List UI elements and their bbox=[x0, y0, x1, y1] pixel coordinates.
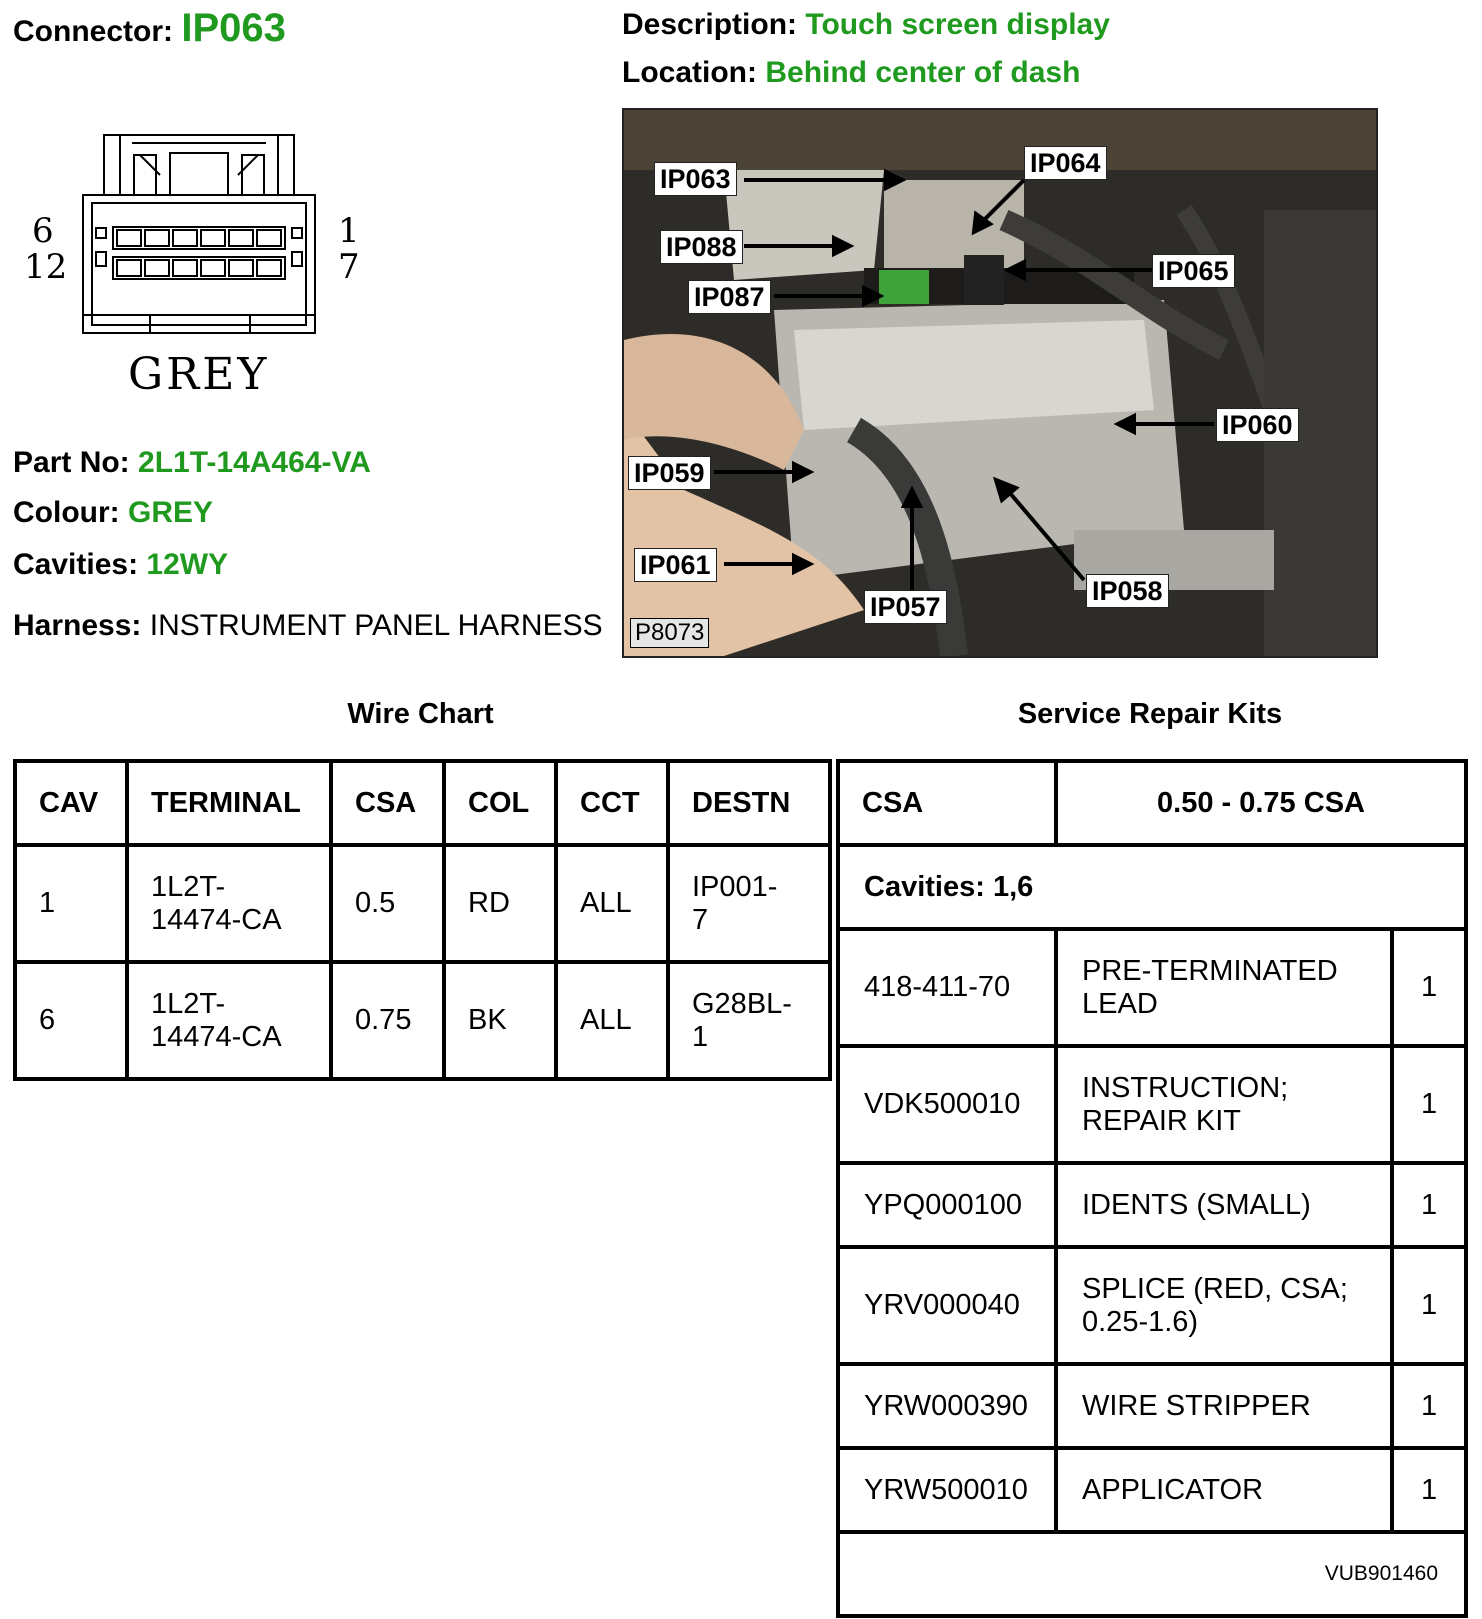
table-row bbox=[838, 929, 1466, 1046]
kit-description: INSTRUCTION; REPAIR KIT bbox=[1056, 1046, 1392, 1163]
table-row bbox=[838, 1448, 1466, 1532]
cell-col: BK bbox=[444, 962, 556, 1079]
cell-terminal: 1L2T- 14474-CA bbox=[127, 962, 331, 1079]
kit-description: SPLICE (RED, CSA; 0.25-1.6) bbox=[1056, 1247, 1392, 1364]
repair-kits-table bbox=[836, 759, 1468, 1618]
table-row bbox=[838, 1163, 1466, 1247]
photo-scene bbox=[624, 110, 1376, 656]
kit-quantity: 1 bbox=[1392, 1448, 1466, 1532]
kit-part-number: YRW500010 bbox=[838, 1448, 1056, 1532]
location-label: Location: bbox=[622, 56, 757, 89]
kit-part-number: YRV000040 bbox=[838, 1247, 1056, 1364]
table-row bbox=[838, 1364, 1466, 1448]
harness-value: INSTRUMENT PANEL HARNESS bbox=[149, 609, 603, 642]
kit-part-number: YPQ000100 bbox=[838, 1163, 1056, 1247]
header-cav: CAV bbox=[15, 761, 127, 845]
cavities-label: Cavities: bbox=[13, 548, 139, 581]
harness-label: Harness: bbox=[13, 609, 142, 642]
location-value: Behind center of dash bbox=[765, 56, 1081, 89]
callout-ip065: IP065 bbox=[1152, 254, 1235, 288]
location-line bbox=[622, 56, 1080, 90]
cell-cct: ALL bbox=[556, 845, 668, 962]
pin-label-6: 6 bbox=[32, 211, 54, 251]
harness-line bbox=[13, 609, 603, 643]
callout-ip064: IP064 bbox=[1024, 146, 1107, 180]
cavities-value: 12WY bbox=[146, 548, 229, 581]
cell-destn: IP001- 7 bbox=[668, 845, 830, 962]
cell-cav: 6 bbox=[15, 962, 127, 1079]
kit-quantity: 1 bbox=[1392, 929, 1466, 1046]
description-value: Touch screen display bbox=[805, 8, 1110, 41]
kit-part-number: YRW000390 bbox=[838, 1364, 1056, 1448]
kit-description: APPLICATOR bbox=[1056, 1448, 1392, 1532]
callout-ip063: IP063 bbox=[654, 162, 737, 196]
kit-quantity: 1 bbox=[1392, 1163, 1466, 1247]
table-row bbox=[838, 1247, 1466, 1364]
kit-quantity: 1 bbox=[1392, 1364, 1466, 1448]
kits-csa-row bbox=[838, 761, 1466, 845]
callout-ip061: IP061 bbox=[634, 548, 717, 582]
kit-quantity: 1 bbox=[1392, 1046, 1466, 1163]
connector-face-diagram bbox=[20, 125, 380, 415]
colour-label: Colour: bbox=[13, 496, 120, 529]
location-photo bbox=[622, 108, 1378, 658]
kits-cavities: Cavities: 1,6 bbox=[838, 845, 1466, 929]
header-terminal: TERMINAL bbox=[127, 761, 331, 845]
kits-csa-label: CSA bbox=[838, 761, 1056, 845]
cell-csa: 0.5 bbox=[331, 845, 444, 962]
connector-label: Connector: bbox=[13, 15, 173, 48]
kit-description: IDENTS (SMALL) bbox=[1056, 1163, 1392, 1247]
kits-footer-row bbox=[838, 1532, 1466, 1616]
header-destn: DESTN bbox=[668, 761, 830, 845]
header-csa: CSA bbox=[331, 761, 444, 845]
cell-col: RD bbox=[444, 845, 556, 962]
kits-csa-value: 0.50 - 0.75 CSA bbox=[1056, 761, 1466, 845]
part-number-line bbox=[13, 446, 371, 480]
kit-part-number: VDK500010 bbox=[838, 1046, 1056, 1163]
cell-terminal: 1L2T- 14474-CA bbox=[127, 845, 331, 962]
pin-label-12: 12 bbox=[24, 247, 68, 287]
kit-description: WIRE STRIPPER bbox=[1056, 1364, 1392, 1448]
kit-quantity: 1 bbox=[1392, 1247, 1466, 1364]
cavities-line bbox=[13, 548, 228, 582]
kit-part-number: 418-411-70 bbox=[838, 929, 1056, 1046]
wire-chart-header-row bbox=[15, 761, 830, 845]
connector-value: IP063 bbox=[181, 6, 286, 50]
kits-cavities-row bbox=[838, 845, 1466, 929]
pin-label-1: 1 bbox=[338, 211, 360, 251]
table-row bbox=[15, 845, 830, 962]
description-label: Description: bbox=[622, 8, 798, 41]
table-row bbox=[15, 962, 830, 1079]
header-col: COL bbox=[444, 761, 556, 845]
cell-cct: ALL bbox=[556, 962, 668, 1079]
repair-kits-title: Service Repair Kits bbox=[1017, 698, 1283, 730]
description-line bbox=[622, 8, 1110, 42]
colour-value: GREY bbox=[127, 496, 214, 529]
kit-description: PRE-TERMINATED LEAD bbox=[1056, 929, 1392, 1046]
table-row bbox=[838, 1046, 1466, 1163]
connector-line bbox=[13, 6, 286, 51]
part-number-value: 2L1T-14A464-VA bbox=[138, 446, 371, 479]
cell-csa: 0.75 bbox=[331, 962, 444, 1079]
callout-ip087: IP087 bbox=[688, 280, 771, 314]
connector-colour-text: GREY bbox=[128, 349, 270, 400]
callout-ip060: IP060 bbox=[1216, 408, 1299, 442]
callout-ip088: IP088 bbox=[660, 230, 743, 264]
part-number-label: Part No: bbox=[13, 446, 130, 479]
colour-line bbox=[13, 496, 213, 530]
photo-id: P8073 bbox=[630, 618, 709, 648]
wire-chart-table bbox=[13, 759, 832, 1081]
callout-ip058: IP058 bbox=[1086, 574, 1169, 608]
callout-ip057: IP057 bbox=[864, 590, 947, 624]
pin-label-7: 7 bbox=[338, 247, 360, 287]
header-cct: CCT bbox=[556, 761, 668, 845]
cell-destn: G28BL- 1 bbox=[668, 962, 830, 1079]
reference-code: VUB901460 bbox=[838, 1532, 1466, 1616]
wire-chart-title: Wire Chart bbox=[347, 698, 494, 730]
cell-cav: 1 bbox=[15, 845, 127, 962]
callout-ip059: IP059 bbox=[628, 456, 711, 490]
